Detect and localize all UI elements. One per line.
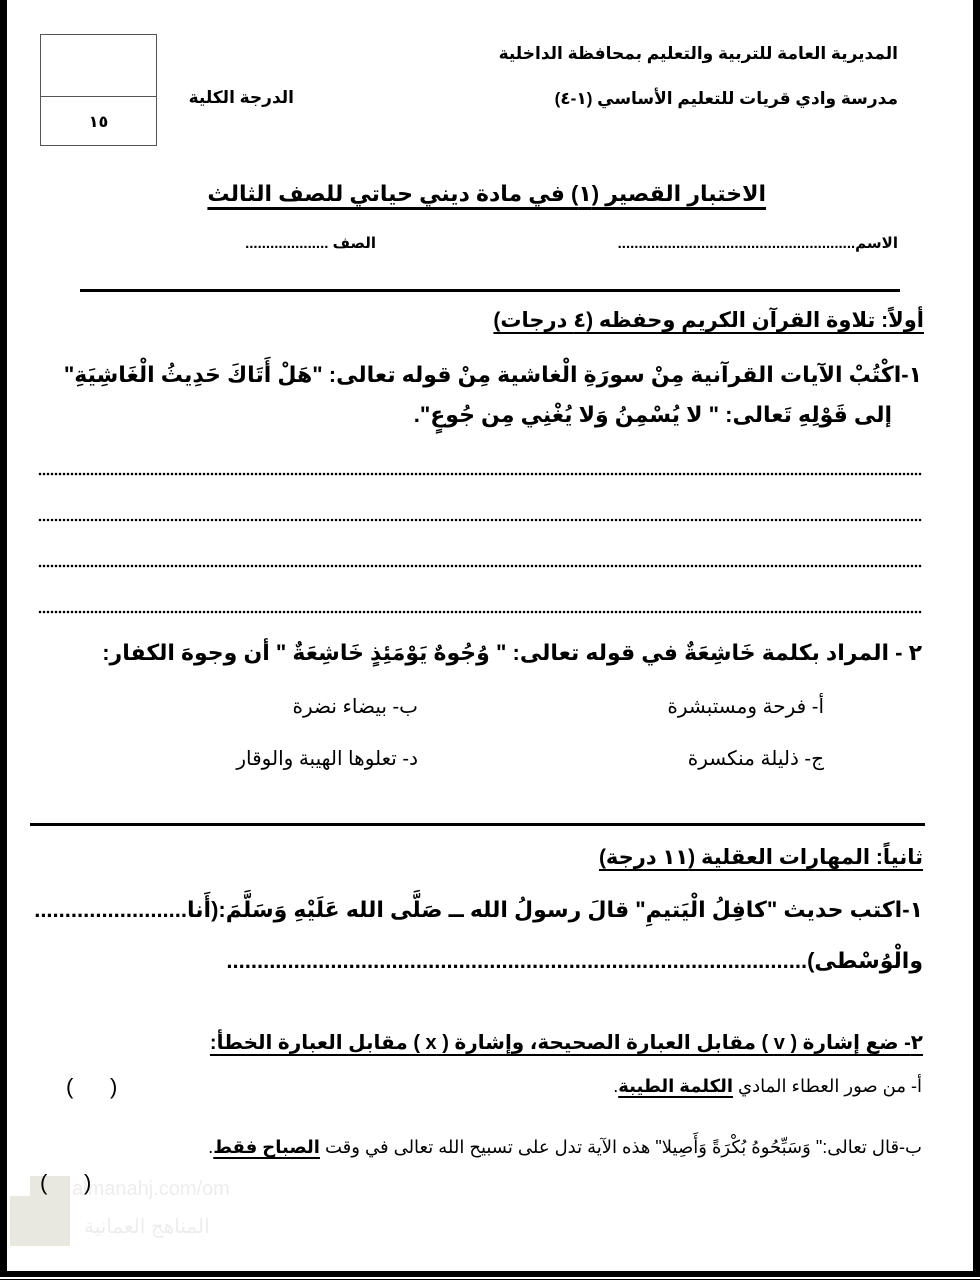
option-d[interactable]: د- تعلوها الهيبة والوقار xyxy=(236,748,418,770)
statement-b xyxy=(208,1137,922,1158)
statement-b-text: ب-قال تعالى:" وَسَبِّحُوهُ بُكْرَةً وَأَصِيلا" هذه الآية تدل على تسبيح الله تعالى في وقت xyxy=(319,1137,922,1157)
answer-line-3[interactable] xyxy=(38,564,922,568)
watermark-logo-block xyxy=(10,1196,70,1246)
directorate-name: المديرية العامة للتربية والتعليم بمحافظة الداخلية xyxy=(498,44,898,63)
section-divider xyxy=(30,823,925,826)
section-2-heading: ثانياً: المهارات العقلية (١١ درجة) xyxy=(598,846,923,869)
statement-a xyxy=(613,1076,922,1097)
statement-b-emphasis: الصباح فقط xyxy=(213,1137,320,1157)
statement-a-emphasis: الكلمة الطيبة xyxy=(618,1076,734,1096)
answer-line-1[interactable] xyxy=(38,472,922,476)
statement-b-period: . xyxy=(208,1137,214,1157)
page-title: الاختبار القصير (١) في مادة ديني حياتي للصف الثالث xyxy=(207,181,766,206)
hadith-question-line-1: ١-اكتب حديث "كافِلُ الْيَتيمِ" قالَ رسولُ الله ــ صَلَّى الله عَلَيْهِ وَسَلَّمَ:(أَنا......................... xyxy=(34,897,923,922)
grade-input-cell[interactable] xyxy=(41,35,156,97)
page-border-bottom xyxy=(0,1271,980,1277)
watermark-url: almanahj.com/om xyxy=(72,1178,230,1200)
question-1-line-1: ١-اكْتُبْ الآيات القرآنية مِنْ سورَةِ الْغاشية مِنْ قوله تعالى: "هَلْ أَتَاكَ حَدِيثُ الْغَاشِيَةِ" xyxy=(63,362,922,387)
total-grade-value: ١٥ xyxy=(88,113,109,131)
divider xyxy=(80,289,900,292)
answer-line-4[interactable] xyxy=(38,610,922,614)
class-field[interactable]: الصف .................... xyxy=(245,235,376,252)
watermark-name: المناهج العمانية xyxy=(84,1216,210,1238)
option-c[interactable]: ج- ذليلة منكسرة xyxy=(687,748,824,770)
page-border-right xyxy=(973,0,980,1277)
total-grade-label: الدرجة الكلية xyxy=(188,88,294,107)
statement-a-text: أ- من صور العطاء المادي xyxy=(733,1076,922,1096)
true-false-heading: ٢- ضع إشارة ( v ) مقابل العبارة الصحيحة، وإشارة ( x ) مقابل العبارة الخطأ: xyxy=(209,1032,923,1054)
answer-box-b[interactable]: ( ) xyxy=(40,1170,92,1195)
option-b[interactable]: ب- بيضاء نضرة xyxy=(292,696,418,718)
section-1-heading: أولاً: تلاوة القرآن الكريم وحفظه (٤ درجات) xyxy=(493,309,924,332)
option-a[interactable]: أ- فرحة ومستبشرة xyxy=(667,696,824,718)
answer-line-2[interactable] xyxy=(38,518,922,522)
question-1-line-2: إلى قَوْلِهِ تَعالى: " لا يُسْمِنُ وَلا يُغْنِي مِن جُوعٍ". xyxy=(413,402,892,427)
page-border-left xyxy=(0,0,7,1277)
answer-box-a[interactable]: ( ) xyxy=(66,1074,118,1099)
hadith-question-line-2: والْوُسْطى)............................................................................................... xyxy=(226,948,923,973)
question-2: ٢ - المراد بكلمة خَاشِعَةٌ في قوله تعالى: " وُجُوهٌ يَوْمَئِذٍ خَاشِعَةٌ " أن وجوهَ الكفار: xyxy=(102,640,922,665)
total-grade-box xyxy=(40,34,157,146)
school-name: مدرسة وادي قريات للتعليم الأساسي (١-٤) xyxy=(554,89,898,108)
statement-a-period: . xyxy=(613,1076,619,1096)
name-field[interactable]: الاسم......................................................... xyxy=(617,235,898,252)
